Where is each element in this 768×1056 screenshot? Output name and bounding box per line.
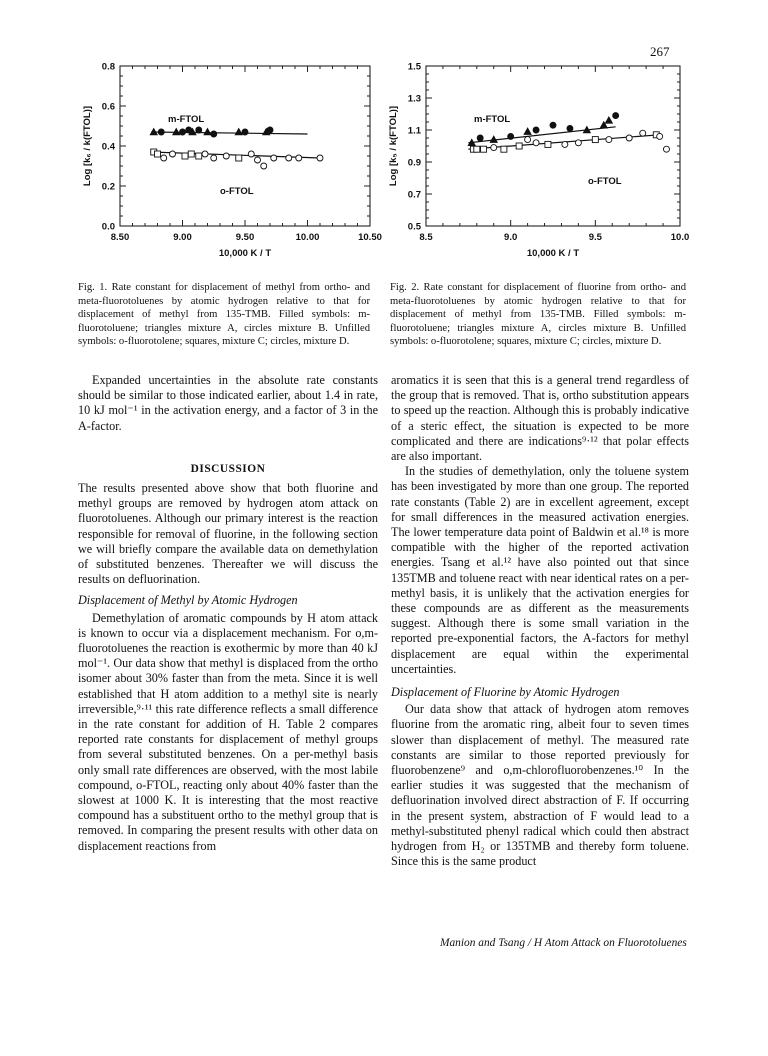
data-point-circle [196, 127, 202, 133]
y-tick-label: 1.5 [407, 61, 421, 73]
series-label-o-ftol: o-FTOL [220, 186, 254, 197]
series-label-o-ftol: o-FTOL [588, 176, 622, 187]
data-point-square [236, 155, 242, 161]
y-tick-label: 1.1 [407, 125, 421, 137]
x-tick-label: 9.5 [588, 232, 602, 243]
data-point-square [196, 153, 202, 159]
y-tick-label: 0.0 [101, 221, 115, 233]
y-tick-label: 0.4 [101, 141, 115, 153]
data-point-square [474, 146, 480, 152]
data-point-circle [491, 145, 497, 151]
data-point-circle [657, 133, 663, 139]
y-tick-label: 0.6 [101, 101, 115, 113]
data-point-circle [550, 122, 556, 128]
data-point-circle [296, 155, 302, 161]
x-tick-label: 10.0 [670, 232, 690, 243]
x-tick-label: 8.5 [419, 232, 433, 243]
data-point-circle [626, 135, 632, 141]
data-point-circle [267, 127, 273, 133]
data-point-circle [223, 153, 229, 159]
y-tick-label: 0.2 [101, 181, 115, 193]
paragraph: aromatics it is seen that this is a general trend regardless of the group that is removed. That is, ortho substitution appears to speed up the reaction. Although this is probably indicative of a steric effect, the situation is expected to be more complicated and there are indications⁹·¹² that polar effects are also important. [391, 373, 689, 464]
data-point-triangle [173, 129, 180, 135]
paragraph: In the studies of demethylation, only the toluene system has been investigated by more than one group. The reported rate constants (Table 2) are in excellent agreement, except for small differences in the measured activation energies. The lower temperature data point of Baldwin et al.¹⁸ is more compatible with the higher of the reported activation energies. Tsang et al.¹² have also pointed out that since 135TMB and toluene react with near identical rates on a per-methyl basis, it is unlikely that the activation energies for these compounds are as different as the measurements suggest. Although there is some small variation in the reported pre-exponential factors, the A-factors for methyl displacement are equal within the experimental uncertainties. [391, 464, 689, 676]
data-point-circle [161, 155, 167, 161]
data-point-circle [271, 155, 277, 161]
data-point-circle [248, 151, 254, 157]
data-point-circle [562, 141, 568, 147]
data-point-square [592, 137, 598, 143]
data-point-circle [180, 129, 186, 135]
data-point-triangle [235, 129, 242, 135]
data-point-square [188, 151, 194, 157]
plot-frame [426, 66, 680, 226]
data-point-circle [261, 163, 267, 169]
x-tick-label: 10.50 [358, 232, 382, 243]
y-tick-label: 0.7 [407, 189, 421, 201]
figure-2 [384, 60, 704, 275]
subsection-heading: Displacement of Methyl by Atomic Hydrogen [78, 593, 298, 608]
running-footer: Manion and Tsang / H Atom Attack on Fluorotoluenes [440, 937, 687, 949]
right-column [391, 373, 689, 870]
paragraph: The results presented above show that both fluorine and methyl groups are removed by hydrogen atom attack on fluorotoluenes. Although our primary interest is the reaction responsible for removal of fluorine, in the following section we will briefly compare the available data on demethylation of substituted benzenes. Thereafter we will discuss the results on defluorination. [78, 481, 378, 587]
data-point-square [182, 153, 188, 159]
figure-2-chart [384, 60, 704, 270]
x-tick-label: 10.00 [295, 232, 320, 243]
figure-1 [78, 60, 382, 275]
series-label-m-ftol: m-FTOL [168, 114, 205, 125]
data-point-square [501, 146, 507, 152]
data-point-circle [202, 151, 208, 157]
data-point-circle [317, 155, 323, 161]
data-point-circle [663, 146, 669, 152]
data-point-circle [286, 155, 292, 161]
data-point-circle [567, 125, 573, 131]
paragraph: Expanded uncertainties in the absolute rate constants should be similar to those indicated earlier, about 1.4 in rate, 10 kJ mol⁻¹ in the activation energy, and a factor of 3 in the A-factor. [78, 373, 378, 433]
data-point-circle [575, 140, 581, 146]
subsection-heading: Displacement of Fluorine by Atomic Hydrogen [391, 685, 620, 700]
data-point-square [545, 141, 551, 147]
left-column [78, 373, 378, 854]
data-point-circle [640, 130, 646, 136]
x-axis-label: 10,000 K / T [526, 248, 580, 259]
page-number: 267 [650, 44, 670, 59]
data-point-circle [170, 151, 176, 157]
data-point-triangle [204, 129, 211, 135]
y-tick-label: 0.8 [101, 61, 115, 73]
data-point-square [516, 143, 522, 149]
section-heading-discussion: DISCUSSION [190, 462, 266, 475]
data-point-circle [508, 133, 514, 139]
data-point-circle [255, 157, 261, 163]
data-point-square [155, 151, 161, 157]
data-point-circle [613, 113, 619, 119]
figure-2-caption: Fig. 2. Rate constant for displacement of fluorine from ortho- and meta-fluorotoluenes by atomic hydrogen relative to that for displacement of methyl from 135-TMB. Filled symbols: m-fluorotoluene; triangles mixture A, circles mixture B. Unfilled symbols: o-fluorotolene; squares, mixture C; circles, mixture D. [390, 282, 686, 348]
data-point-circle [533, 127, 539, 133]
y-tick-label: 1.3 [407, 93, 421, 105]
x-tick-label: 9.0 [504, 232, 518, 243]
data-point-circle [158, 129, 164, 135]
data-point-circle [525, 137, 531, 143]
plot-frame [120, 66, 370, 226]
data-point-circle [242, 129, 248, 135]
x-tick-label: 9.50 [235, 232, 255, 243]
figure-1-caption: Fig. 1. Rate constant for displacement of methyl from ortho- and meta-fluorotoluenes by atomic hydrogen relative to that for displacement of methyl from 135-TMB. Filled symbols: m-fluorotoluene; triangles mixture A, circles mixture B. Unfilled symbols: o-fluorotolene; squares, mixture C; circles, mixture D. [78, 282, 370, 348]
y-tick-label: 0.5 [407, 221, 421, 233]
y-axis-label: Log [k₅ / k(FTOL)] [388, 105, 399, 187]
figure-1-chart [78, 60, 382, 270]
data-point-circle [211, 155, 217, 161]
y-tick-label: 0.9 [407, 157, 421, 169]
data-point-circle [533, 140, 539, 146]
series-label-m-ftol: m-FTOL [474, 114, 511, 125]
data-point-circle [477, 135, 483, 141]
data-point-square [481, 146, 487, 152]
y-axis-label: Log [k₆ / k(FTOL)] [82, 105, 93, 187]
x-tick-label: 8.50 [110, 232, 130, 243]
x-tick-label: 9.00 [173, 232, 192, 243]
paragraph: Demethylation of aromatic compounds by H atom attack is known to occur via a displacement mechanism. For o,m-fluorotoluenes the reaction is exothermic by more than 40 kJ mol⁻¹. Our data show that methyl is displaced from the ortho isomer about 30% faster than from the meta. Since it is well established that H atom addition to a methyl site is nearly irreversible,⁹·¹¹ this rate difference reflects a small difference in the rate constant for addition of H. Table 2 compares reported rate constants for displacement of methyl groups from several substituted benzenes. On a per-methyl basis only small rate differences are observed, with the most labile compound, o-FTOL, reacting only about 40% faster than the slowest at 1000 K. It is interesting that the most reactive compound has a substituent ortho to the methyl group that is removed. In comparing the present results with other data on displacement reactions from [78, 610, 378, 853]
paragraph: Our data show that attack of hydrogen atom removes fluorine from the aromatic ring, albeit four to seven times slower than displacement of methyl. The measured rate constants are similar to those reported previously for fluorobenzene⁹ and o,m-chlorofluorobenzenes.¹⁰ In the earlier studies it was suggested that the mechanism of defluorination involved direct abstraction of F. If occurring in the present system, abstraction of F would lead to a methyl-substituted phenyl radical which could then abstract hydrogen from H₂ or 135TMB and thereby form toluene. Since this is the same product [391, 702, 689, 869]
data-point-circle [211, 131, 217, 137]
data-point-triangle [524, 128, 531, 134]
data-point-circle [606, 137, 612, 143]
data-point-triangle [605, 117, 612, 123]
x-axis-label: 10,000 K / T [218, 248, 272, 259]
